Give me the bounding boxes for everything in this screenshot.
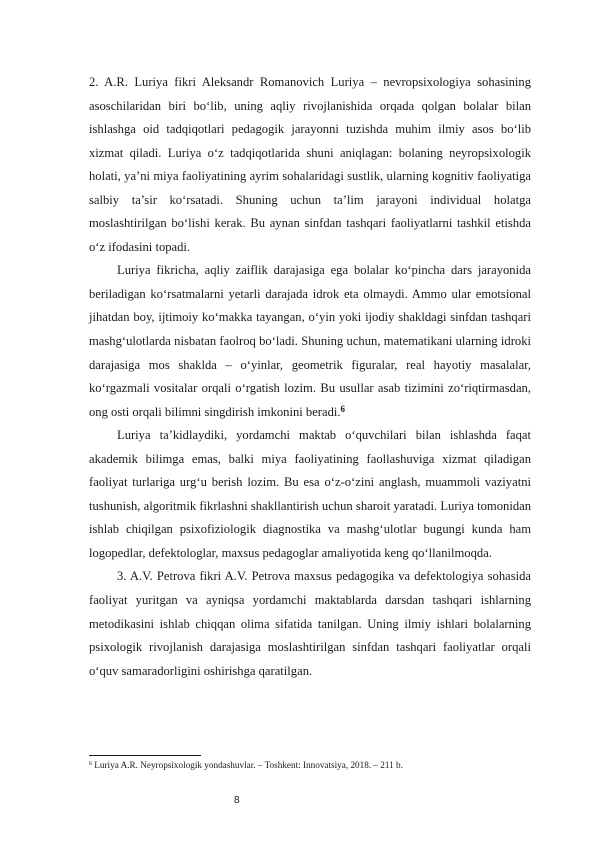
page-number: 8 [234,795,240,806]
paragraph-luriya-view [89,259,531,424]
paragraph-luriya-intro: 2. A.R. Luriya fikri Aleksandr Romanovich Luriya – nevropsixologiya sohasining asoschilaridan biri bo‘lib, uning aqliy rivojlanishida orqada qolgan bolalar bilan ishlashga oid tadqiqotlari pedagogik jarayonni tuzishda muhim ilmiy asos bo‘lib xizmat qiladi. Luriya o‘z tadqiqotlarida shuni aniqlagan: bolaning neyropsixologik holati, ya’ni miya faoliyatining ayrim sohalaridagi sustlik, ularning kognitiv faoliyatiga salbiy ta’sir ko‘rsatadi. Shuning uchun ta’lim jarayoni individual holatga moslashtirilgan bo‘lishi kerak. Bu aynan sinfdan tashqari faoliyatlarni tashkil etishda o‘z ifodasini topadi. [89,75,531,254]
document-body [89,71,531,683]
footnote [89,759,531,771]
paragraph-luriya-emphasis: Luriya ta’kidlaydiki, yordamchi maktab o‘quvchilari bilan ishlashda faqat akademik bilimga emas, balki miya faoliyatining faollashuviga xizmat qiladigan faoliyat turlariga urg‘u berish lozim. Bu esa o‘z-o‘zini anglash, muammoli vaziyatni tushunish, algoritmik fikrlashni shakllantirish uchun sharoit yaratadi. Luriya tomonidan ishlab chiqilgan psixofiziologik diagnostika va mashg‘ulotlar bugungi kunda ham logopedlar, defektologlar, maxsus pedagoglar amaliyotida keng qo‘llanilmoqda. [89,428,531,560]
footnote-number: 6 [89,761,92,767]
footnote-reference: 6 [340,403,346,414]
footnote-text: Luriya A.R. Neyropsixologik yondashuvlar. – Toshkent: Innovatsiya, 2018. – 211 b. [94,760,403,770]
footnote-divider [89,755,201,756]
paragraph-petrova-intro: 3. A.V. Petrova fikri A.V. Petrova maxsus pedagogika va defektologiya sohasida faoliyat yuritgan va ayniqsa yordamchi maktablarda darsdan tashqari ishlarning metodikasini ishlab chiqqan olima sifatida tanilgan. Uning ilmiy ishlari bolalarning psixologik rivojlanish darajasiga moslashtirilgan sinfdan tashqari faoliyatlar orqali o‘quv samaradorligini oshirishga qaratilgan. [89,569,531,678]
paragraph-luriya-view-text: Luriya fikricha, aqliy zaiflik darajasiga ega bolalar ko‘pincha dars jarayonida beriladigan ko‘rsatmalarni yetarli darajada idrok eta olmaydi. Ammo ular emotsional jihatdan boy, ijtimoiy ko‘makka tayangan, o‘yin yoki ijodiy shakldagi sinfdan tashqari mashg‘ulotlarda nisbatan faolroq bo‘ladi. Shuning uchun, matematikani ularning idroki darajasiga mos shaklda – o‘yinlar, geometrik figuralar, real hayotiy masalalar, ko‘rgazmali vositalar orqali o‘rgatish lozim. Bu usullar asab tizimini zo‘riqtirmasdan, ong osti orqali bilimni singdirish imkonini beradi. [89,263,531,419]
